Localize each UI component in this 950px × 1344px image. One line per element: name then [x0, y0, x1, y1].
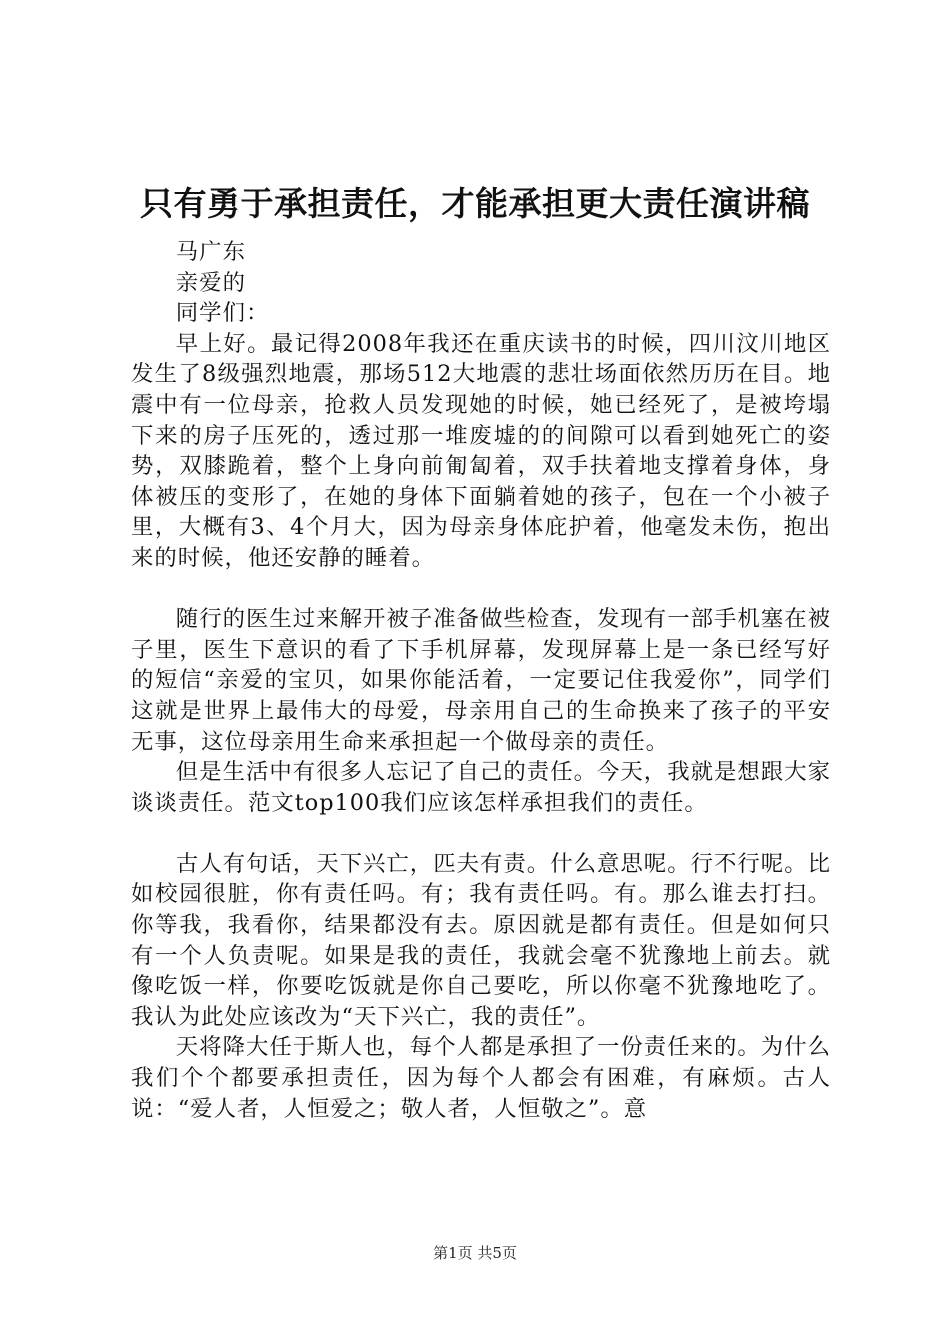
paragraph-3: 但是生活中有很多人忘记了自己的责任。今天，我就是想跟大家谈谈责任。范文top100我们应该怎样承担我们的责任。 [131, 759, 831, 816]
page-footer: 第1页 共5页 [433, 1244, 517, 1262]
greeting-line-2: 同学们： [175, 300, 270, 327]
paragraph-4: 古人有句话，天下兴亡，匹夫有责。什么意思呢。行不行呢。比如校园很脏，你有责任吗。有；我有责任吗。有。那么谁去打扫。你等我，我看你，结果都没有去。原因就是都有责任。但是如何只有一个人负责呢。如果是我的责任，我就会毫不犹豫地上前去。就像吃饭一样，你要吃饭就是你自己要吃，所以你毫不犹豫地吃了。我认为此处应该改为“天下兴亡，我的责任”。 [131, 850, 831, 1030]
document-body [131, 237, 831, 1124]
paragraph-1: 早上好。最记得2008年我还在重庆读书的时候，四川汶川地区发生了8级强烈地震，那场512大地震的悲壮场面依然历历在目。地震中有一位母亲，抢救人员发现她的时候，她已经死了，是被垮塌下来的房子压死的，透过那一堆废墟的的间隙可以看到她死亡的姿势，双膝跪着，整个上身向前匍匐着，双手扶着地支撑着身体，身体被压的变形了，在她的身体下面躺着她的孩子，包在一个小被子里，大概有3、4个月大，因为母亲身体庇护着，他毫发未伤，抱出来的时候，他还安静的睡着。 [131, 330, 831, 571]
author-line: 马广东 [175, 239, 246, 265]
paragraph-5: 天将降大任于斯人也，每个人都是承担了一份责任来的。为什么我们个个都要承担责任，因为每个人都会有困难，有麻烦。古人说：“爱人者，人恒爱之；敬人者，人恒敬之”。意 [131, 1034, 831, 1122]
paragraph-2: 随行的医生过来解开被子准备做些检查，发现有一部手机塞在被子里，医生下意识的看了下手机屏幕，发现屏幕上是一条已经写好的短信“亲爱的宝贝，如果你能活着，一定要记住我爱你”，同学们这就是世界上最伟大的母爱，母亲用自己的生命换来了孩子的平安无事，这位母亲用生命来承担起一个做母亲的责任。 [131, 606, 831, 755]
greeting-line-1: 亲爱的 [175, 269, 246, 296]
document-title: 只有勇于承担责任，才能承担更大责任演讲稿 [140, 184, 810, 223]
